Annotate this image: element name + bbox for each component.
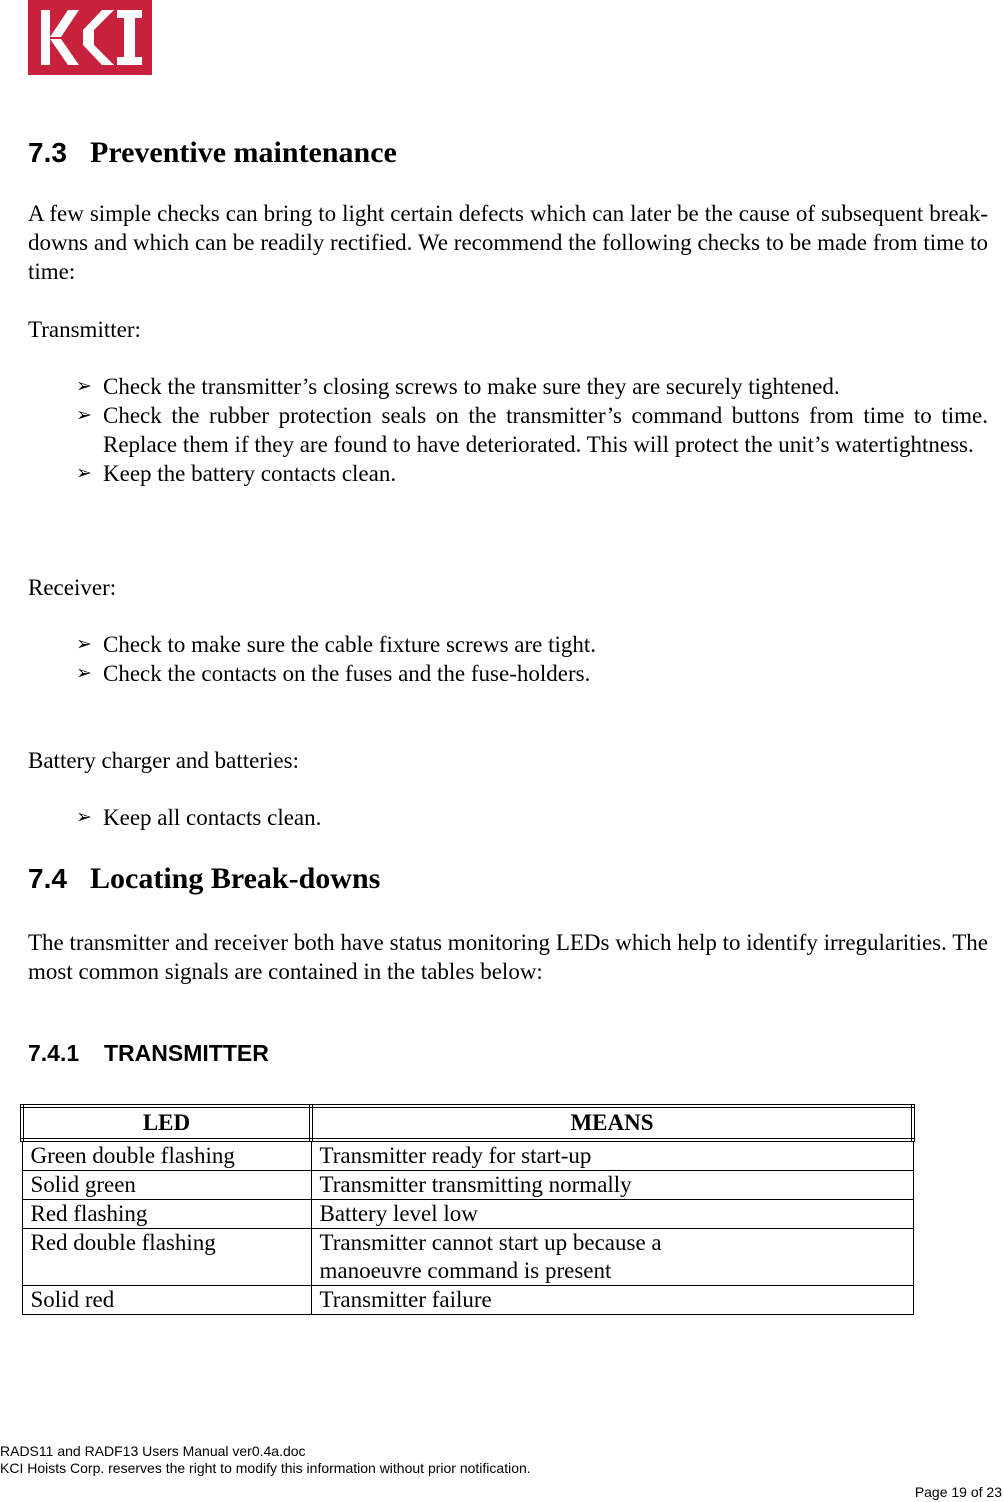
section-title: Preventive maintenance [90,136,397,169]
section-7-4-heading [28,862,380,896]
table-row [22,1200,913,1229]
footer-notice: KCI Hoists Corp. reserves the right to modify this information without prior notification. [0,1460,531,1476]
section-title: TRANSMITTER [104,1040,269,1066]
page-number: Page 19 of 23 [914,1484,1002,1500]
section-7-4-1-heading [28,1040,269,1067]
section-number: 7.4.1 [28,1040,80,1066]
list-item: ➢ Check the contacts on the fuses and the fuse-holders. [76,661,591,686]
receiver-label: Receiver: [28,575,117,600]
arrow-bullet-icon: ➢ [76,806,92,828]
arrow-bullet-icon: ➢ [76,375,92,397]
means-cell: Transmitter transmitting normally [311,1171,913,1200]
means-cell: Transmitter cannot start up because a manoeuvre command is present [311,1229,913,1286]
section-title: Locating Break-downs [90,862,381,895]
section-number: 7.4 [28,863,67,894]
table-row [22,1140,913,1171]
receiver-checklist [76,630,988,688]
table-row [22,1229,913,1286]
list-item: ➢ Check to make sure the cable fixture screws are tight. [76,632,597,657]
means-cell: Transmitter ready for start-up [311,1140,913,1171]
transmitter-led-table [20,1104,915,1315]
means-cell: Transmitter failure [311,1286,913,1315]
charger-checklist [76,803,988,832]
table-header-row [22,1106,913,1140]
arrow-bullet-icon: ➢ [76,404,92,426]
led-cell: Red flashing [22,1200,311,1229]
column-header-means: MEANS [311,1106,913,1140]
column-header-led: LED [22,1106,311,1140]
arrow-bullet-icon: ➢ [76,633,92,655]
footer-doc-name: RADS11 and RADF13 Users Manual ver0.4a.doc [0,1443,306,1459]
transmitter-label: Transmitter: [28,317,141,342]
charger-label: Battery charger and batteries: [28,748,299,773]
led-cell: Green double flashing [22,1140,311,1171]
intro-paragraph: A few simple checks can bring to light certain defects which can later be the cause of subsequent break-downs and which can be readily rectified. We recommend the following checks to be made from time to time: [28,201,988,284]
table-row [22,1171,913,1200]
table-row [22,1286,913,1315]
kci-logo [28,0,152,75]
arrow-bullet-icon: ➢ [76,462,92,484]
led-cell: Solid green [22,1171,311,1200]
section-7-3-heading [28,136,397,170]
transmitter-checklist [76,372,988,488]
list-item: ➢ Keep the battery contacts clean. [76,461,397,486]
list-item: ➢ Check the rubber protection seals on the transmitter’s command buttons from time to time. Replace them if they are found to have deteriorated. This will protect the unit’s watertightness. [76,403,988,457]
means-cell: Battery level low [311,1200,913,1229]
breakdowns-paragraph: The transmitter and receiver both have status monitoring LEDs which help to identify irregularities. The most common signals are contained in the tables below: [28,930,988,984]
led-cell: Red double flashing [22,1229,311,1286]
led-cell: Solid red [22,1286,311,1315]
list-item: ➢ Check the transmitter’s closing screws to make sure they are securely tightened. [76,374,840,399]
arrow-bullet-icon: ➢ [76,662,92,684]
section-number: 7.3 [28,137,67,168]
list-item: ➢ Keep all contacts clean. [76,805,322,830]
